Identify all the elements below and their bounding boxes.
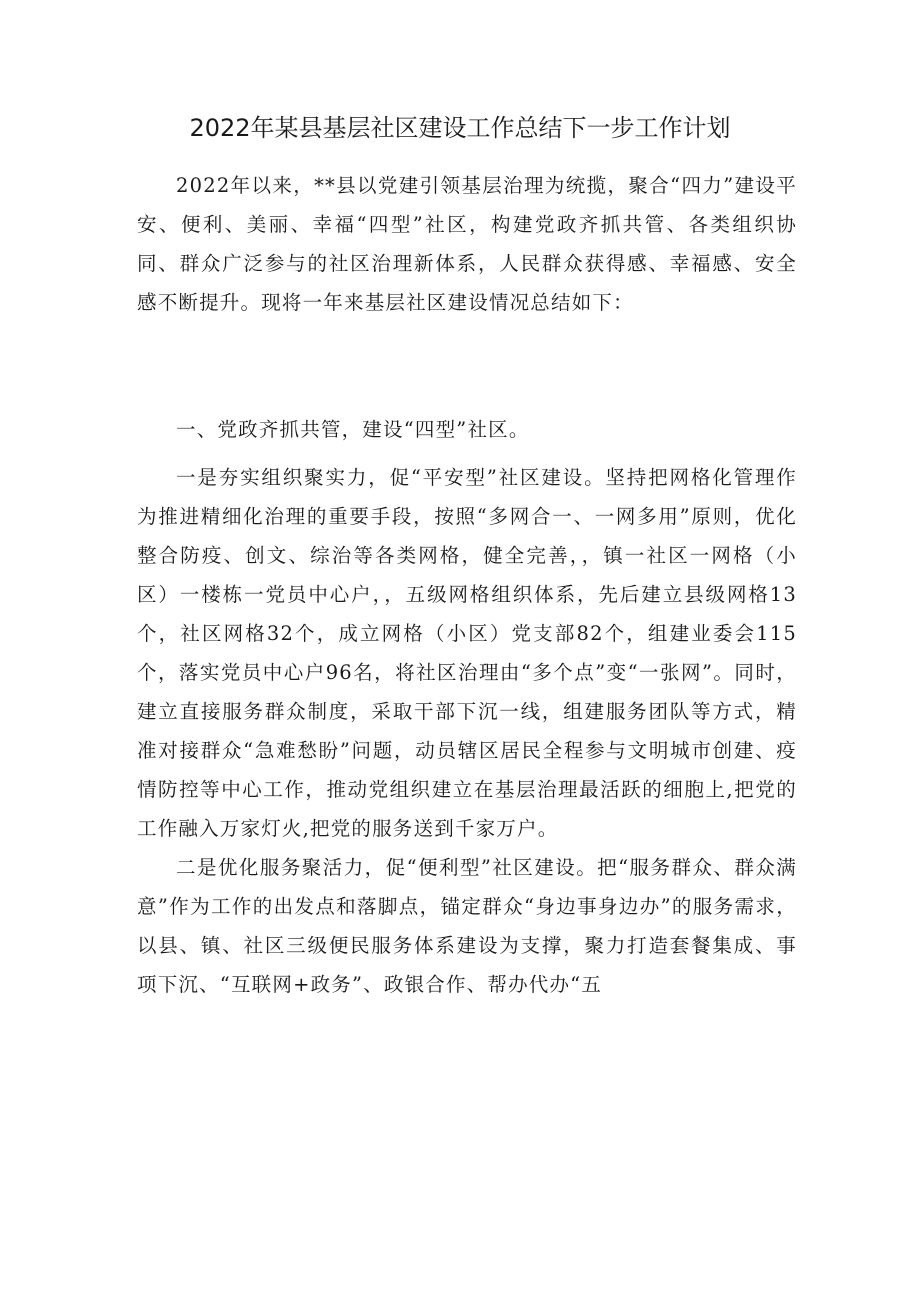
section-1-heading: 一、党政齐抓共管，建设“四型”社区。 (176, 418, 530, 441)
intro-paragraph-block (137, 166, 797, 322)
intro-paragraph: 2022年以来，**县以党建引领基层治理为统揽，聚合“四力”建设平安、便利、美丽、幸福“四型”社区，构建党政齐抓共管、各类组织协同、群众广泛参与的社区治理新体系，人民群众获得感、幸福感、安全感不断提升。现将一年来基层社区建设情况总结如下： (137, 174, 797, 314)
document-title: 2022年某县基层社区建设工作总结下一步工作计划 (189, 114, 731, 142)
section-1-paragraph-1: 一是夯实组织聚实力，促“平安型”社区建设。坚持把网格化管理作为推进精细化治理的重要手段，按照“多网合一、一网多用”原则，优化整合防疫、创文、综治等各类网格，健全完善，，镇一社区一网格（小区）一楼栋一党员中心户，，五级网格组织体系，先后建立县级网格13个，社区网格32个，成立网格（小区）党支部82个，组建业委会115个，落实党员中心户96名，将社区治理由“多个点”变“一张网”。同时，建立直接服务群众制度，采取干部下沉一线，组建服务团队等方式，精准对接群众“急难愁盼”问题，动员辖区居民全程参与文明城市创建、疫情防控等中心工作，推动党组织建立在基层治理最活跃的细胞上,把党的工作融入万家灯火,把党的服务送到千家万户。 (137, 466, 797, 840)
section-1-body (137, 458, 797, 1004)
section-1-heading-block (137, 410, 797, 449)
section-1-paragraph-2: 二是优化服务聚活力，促“便利型”社区建设。把“服务群众、群众满意”作为工作的出发点和落脚点，锚定群众“身边事身边办”的服务需求，以县、镇、社区三级便民服务体系建设为支撑，聚力打造套餐集成、事项下沉、“互联网+政务”、政银合作、帮办代办“五 (137, 856, 797, 996)
